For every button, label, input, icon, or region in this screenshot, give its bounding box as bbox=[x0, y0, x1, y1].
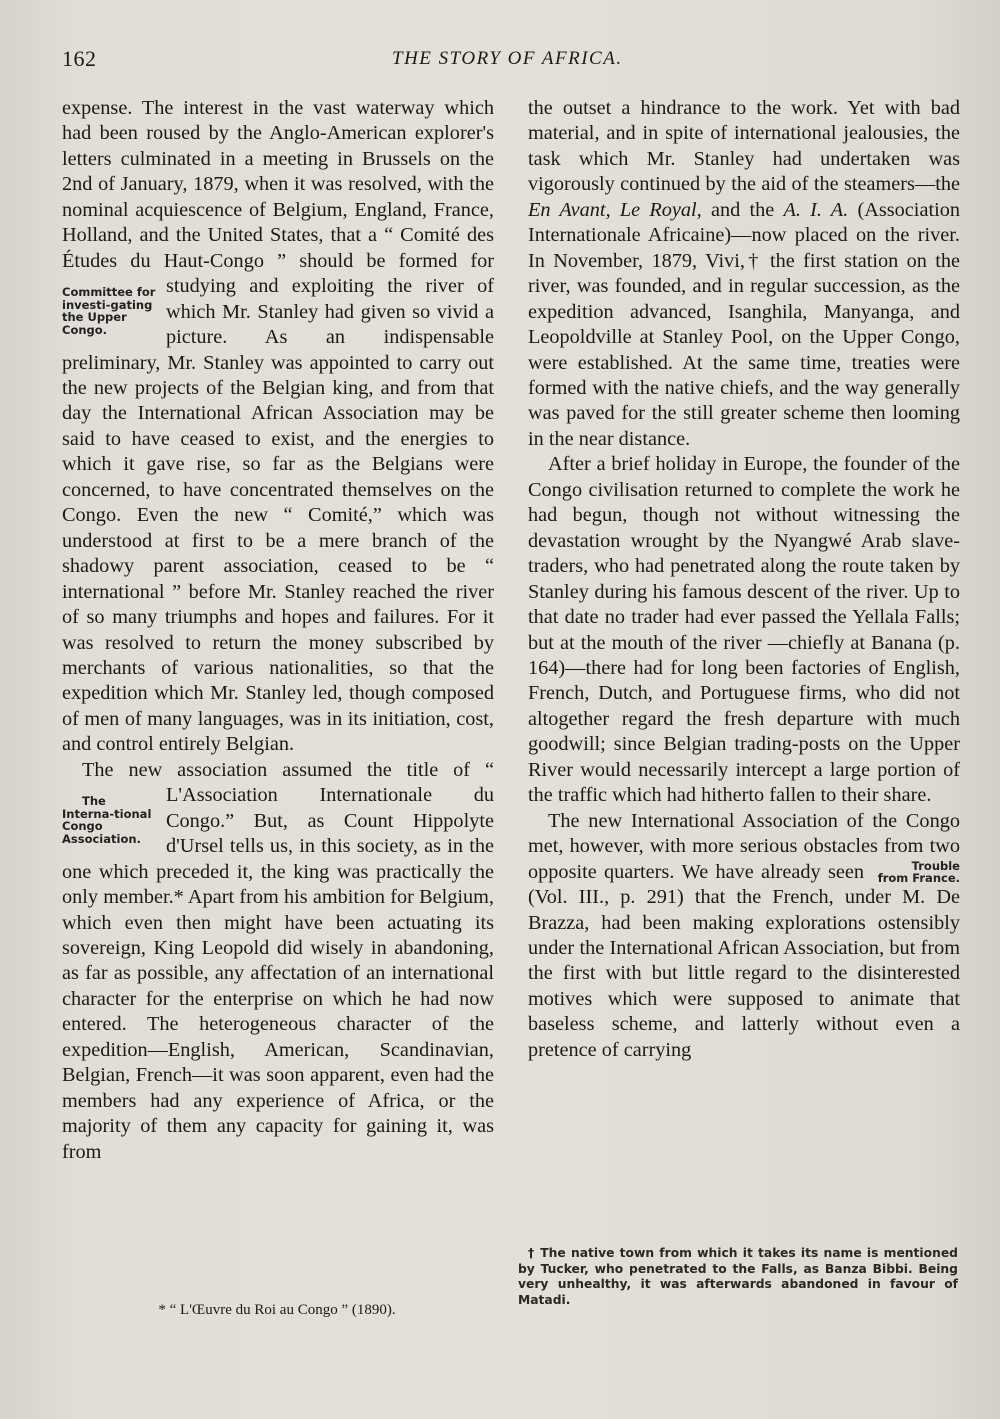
paragraph bbox=[62, 758, 494, 1165]
footnote-text: † The native town from which it takes its name is mentioned by Tucker, who penetrated to the Falls, as Banza Bibbi. Being very unhealthy, it was afterwards abandoned in favour of Matadi. bbox=[518, 1246, 958, 1307]
paragraph-text: “ L'Association Internationale du Congo.” But, as Count Hippolyte d'Ursel tells us, in this society, as in the one which preceded it, the king was practically the only member.* Apart from his ambition for Belgium, which even then might have been actuating its sovereign, King Leopold did wisely in abandoning, as far as possible, any affectation of an international character for the enterprise on which he had now entered. The heterogeneous character of the expedition—English, American, Scandinavian, Belgian, French—it was soon apparent, even had the members had any experience of Africa, or the majority of them any capacity for gaining it, was from bbox=[62, 758, 494, 1163]
paragraph-text: We have already seen (Vol. III., p. 291) that the French, under M. De Brazza, had been making explorations ostensibly under the International African Association, but from the first with but little regard to the disinterested motives which were supposed to animate that baseless scheme, and latterly without even a pretence of carrying bbox=[528, 860, 960, 1061]
margin-note-international-congo-association: The Interna-tional Congo Association. bbox=[62, 794, 152, 846]
paragraph-text: expense. The interest in the vast waterway which had been roused by the Anglo-American explorer's letters culminated in a meeting in Brussels on the 2nd of January, 1879, when it was resolved, with the nominal acquiescence of Belgium, England, France, Holland, and the United States, that a “ Comité des Études du Haut-Congo ” should be formed for studying and exploiting the bbox=[62, 97, 494, 298]
paragraph-text: (Association Internationale Africaine)—now placed on the river. In November, 1879, Vivi,† the first station on the river, was founded, and in regular succession, as the expedition advanced, Isanghila, Manyanga, and Leopoldville at Stanley Pool, on the Upper Congo, were established. At the same time, treaties were formed with the native chiefs, and the way generally was paved for the still greater scheme then looming in the near distance. bbox=[528, 198, 960, 450]
margin-note-trouble-from-france: Trouble from France. bbox=[877, 858, 960, 886]
footnote-vivi bbox=[518, 1246, 958, 1308]
paragraph: After a brief holiday in Europe, the founder of the Congo civilisation returned to complete the work he had begun, though not without witnessing the devastation wrought by the Nyangwé Arab slave-traders, who had penetrated along the route taken by Stanley during his famous descent of the river. Up to that date no trader had ever passed the Yellala Falls; but at the mouth of the river —chiefly at Banana (p. 164)—there had for long been factories of English, French, Dutch, and Portuguese firms, who did not altogether regard the fresh departure with much goodwill; since Belgian trading-posts on the Upper River would necessarily intercept a large portion of the traffic which had hitherto fallen to their share. bbox=[528, 453, 960, 807]
margin-note-committee: Committee for investi-gating the Upper Congo. bbox=[62, 285, 156, 337]
right-column bbox=[528, 96, 960, 1063]
paragraph-text: and the bbox=[701, 198, 784, 221]
running-title: THE STORY OF AFRICA. bbox=[392, 48, 623, 69]
paragraph bbox=[62, 96, 494, 758]
page-header bbox=[62, 46, 938, 76]
paragraph-text: river of which Mr. Stanley had given so vivid a picture. As an indispensable preliminary, Mr. Stanley was appointed to carry out the new projects of the Belgian king, and from that day the International African Association may be said to have ceased to exist, and the energies to which it gave rise, so far as the Belgians were concerned, to have concentrated themselves on the Congo. Even the new “ Comité,” which was understood at first to be a mere branch of the shadowy parent association, ceased to be “ international ” before Mr. Stanley reached the river of so many triumphs and hopes and failures. For it was resolved to return the money subscribed by merchants of various nationalities, so that the expedition which Mr. Stanley led, though composed of men of many languages, was in its initiation, cost, and control entirely Belgian. bbox=[62, 275, 494, 756]
paragraph-text: the outset a hindrance to the work. Yet with bad material, and in spite of international jealousies, the task which Mr. Stanley had undertaken was vigorously continued by the aid of the steamers—the bbox=[528, 97, 960, 196]
footnote-oeuvre-du-roi: * “ L'Œuvre du Roi au Congo ” (1890). bbox=[158, 1302, 396, 1318]
steamer-names: En Avant, Le Royal, bbox=[528, 198, 702, 221]
page-number: 162 bbox=[62, 46, 97, 71]
paragraph-text: The new association assumed the title of bbox=[82, 758, 471, 781]
steamer-name-aia: A. I. A. bbox=[783, 198, 849, 221]
paragraph-text: The new International Association of the Congo met, however, with more serious obstacles from two opposite quarters. bbox=[528, 809, 960, 883]
left-column bbox=[62, 96, 494, 1165]
paragraph bbox=[528, 96, 960, 452]
paragraph bbox=[528, 809, 960, 1064]
